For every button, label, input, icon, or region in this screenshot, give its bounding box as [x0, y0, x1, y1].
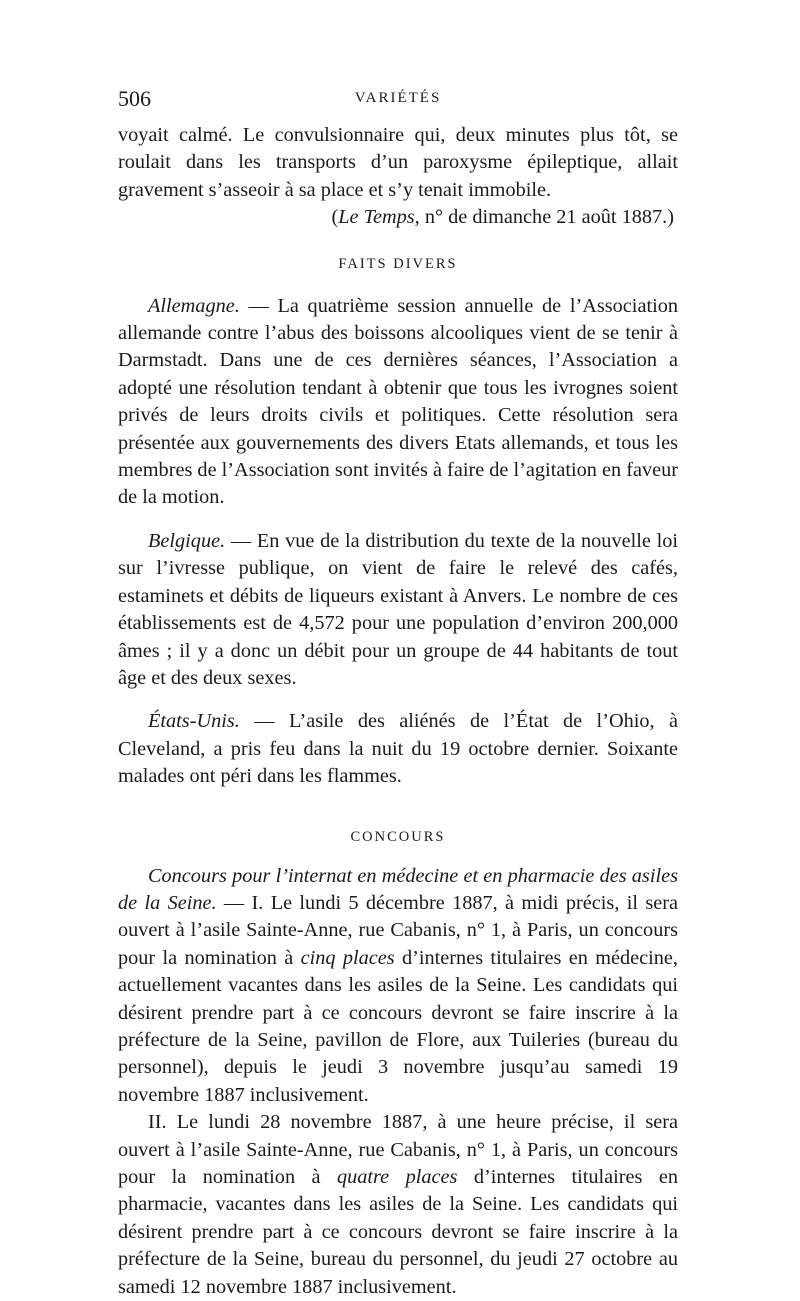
source-rest: n° de dimanche 21 août 1887.): [419, 206, 674, 229]
concours-p1-emphasis: cinq places: [300, 946, 395, 969]
news-place: Belgique.: [148, 529, 226, 552]
source-citation: [118, 204, 678, 231]
section-title-faits-divers: FAITS DIVERS: [338, 255, 458, 272]
news-place: Allemagne.: [148, 294, 240, 317]
news-item-allemagne: [118, 293, 678, 512]
news-text: — La quatrième session annuelle de l’Association allemande contre l’abus des boissons alcooliques vient de se tenir à Darmstadt. Dans une de ces dernières séances, l’Association a adopté une résolution tendant à obtenir que tous les ivrognes soient privés de leurs droits civils et politiques. Cette résolution sera présentée aux gouvernements des divers Etats allemands, et tous les membres de l’Association sont invités à faire de l’agitation en faveur de la motion.: [118, 294, 678, 509]
source-open: (: [331, 206, 339, 229]
concours-heading: Concours pour l’internat en médecine et en pharmacie des asiles de la Seine.: [118, 864, 678, 914]
concours-p1-text-b: d’internes titulaires en médecine, actuellement vacantes dans les asiles de la Seine. Les candidats qui désirent prendre part à ce concours devront se faire inscrire à la préfecture de la Seine, pavillon de Flore, aux Tuileries (bureau du personnel), depuis le jeudi 3 novembre jusqu’au samedi 19 novembre 1887 inclusivement.: [118, 946, 678, 1106]
concours-p2-text-b: d’internes titulaires en pharmacie, vacantes dans les asiles de la Seine. Les candidats qui désirent prendre part à ce concours devront se faire inscrire à la préfecture de la Seine, bureau du personnel, du jeudi 27 octobre au samedi 12 novembre 1887 inclusivement.: [118, 1166, 678, 1298]
news-text: — En vue de la distribution du texte de la nouvelle loi sur l’ivresse publique, on vient de faire le relevé des cafés, estaminets et débits de liqueurs existant à Anvers. Le nombre de ces établissements est de 4,572 pour une population d’environ 200,000 âmes ; il y a donc un débit pour un groupe de 44 habitants de tout âge et des deux sexes.: [118, 529, 678, 689]
concours-paragraph-2: [118, 1109, 678, 1301]
page-body: [118, 122, 678, 1301]
concours-p2-emphasis: quatre places: [336, 1166, 458, 1188]
concours-p2-text-a: II. Le lundi 28 novembre 1887, à une heure précise, il sera ouvert à l’asile Sainte-Anne, rue Cabanis, n° 1, à Paris, un concours pour la nomination à: [118, 1111, 678, 1188]
page-number: 506: [118, 86, 151, 111]
news-text: — L’asile des aliénés de l’État de l’Ohio, à Cleveland, a pris feu dans la nuit du 19 octobre dernier. Soixante malades ont péri dans les flammes.: [118, 710, 678, 788]
running-head: VARIÉTÉS: [354, 90, 442, 106]
news-place: États-Unis.: [148, 710, 240, 733]
concours-paragraph-1: [118, 863, 678, 1110]
section-title-concours: CONCOURS: [350, 828, 446, 845]
concours-p1-text-a: — I. Le lundi 5 décembre 1887, à midi précis, il sera ouvert à l’asile Sainte-Anne, rue Cabanis, n° 1, à Paris, un concours pour la nomination à: [118, 891, 678, 969]
news-item-etats-unis: [118, 708, 678, 790]
source-title: Le Temps,: [338, 206, 420, 229]
intro-paragraph: voyait calmé. Le convulsionnaire qui, deux minutes plus tôt, se roulait dans les transports d’un paroxysme épileptique, allait gravement s’asseoir à sa place et s’y tenait immobile.: [118, 124, 678, 201]
news-item-belgique: [118, 528, 678, 692]
page-header: [118, 86, 678, 112]
